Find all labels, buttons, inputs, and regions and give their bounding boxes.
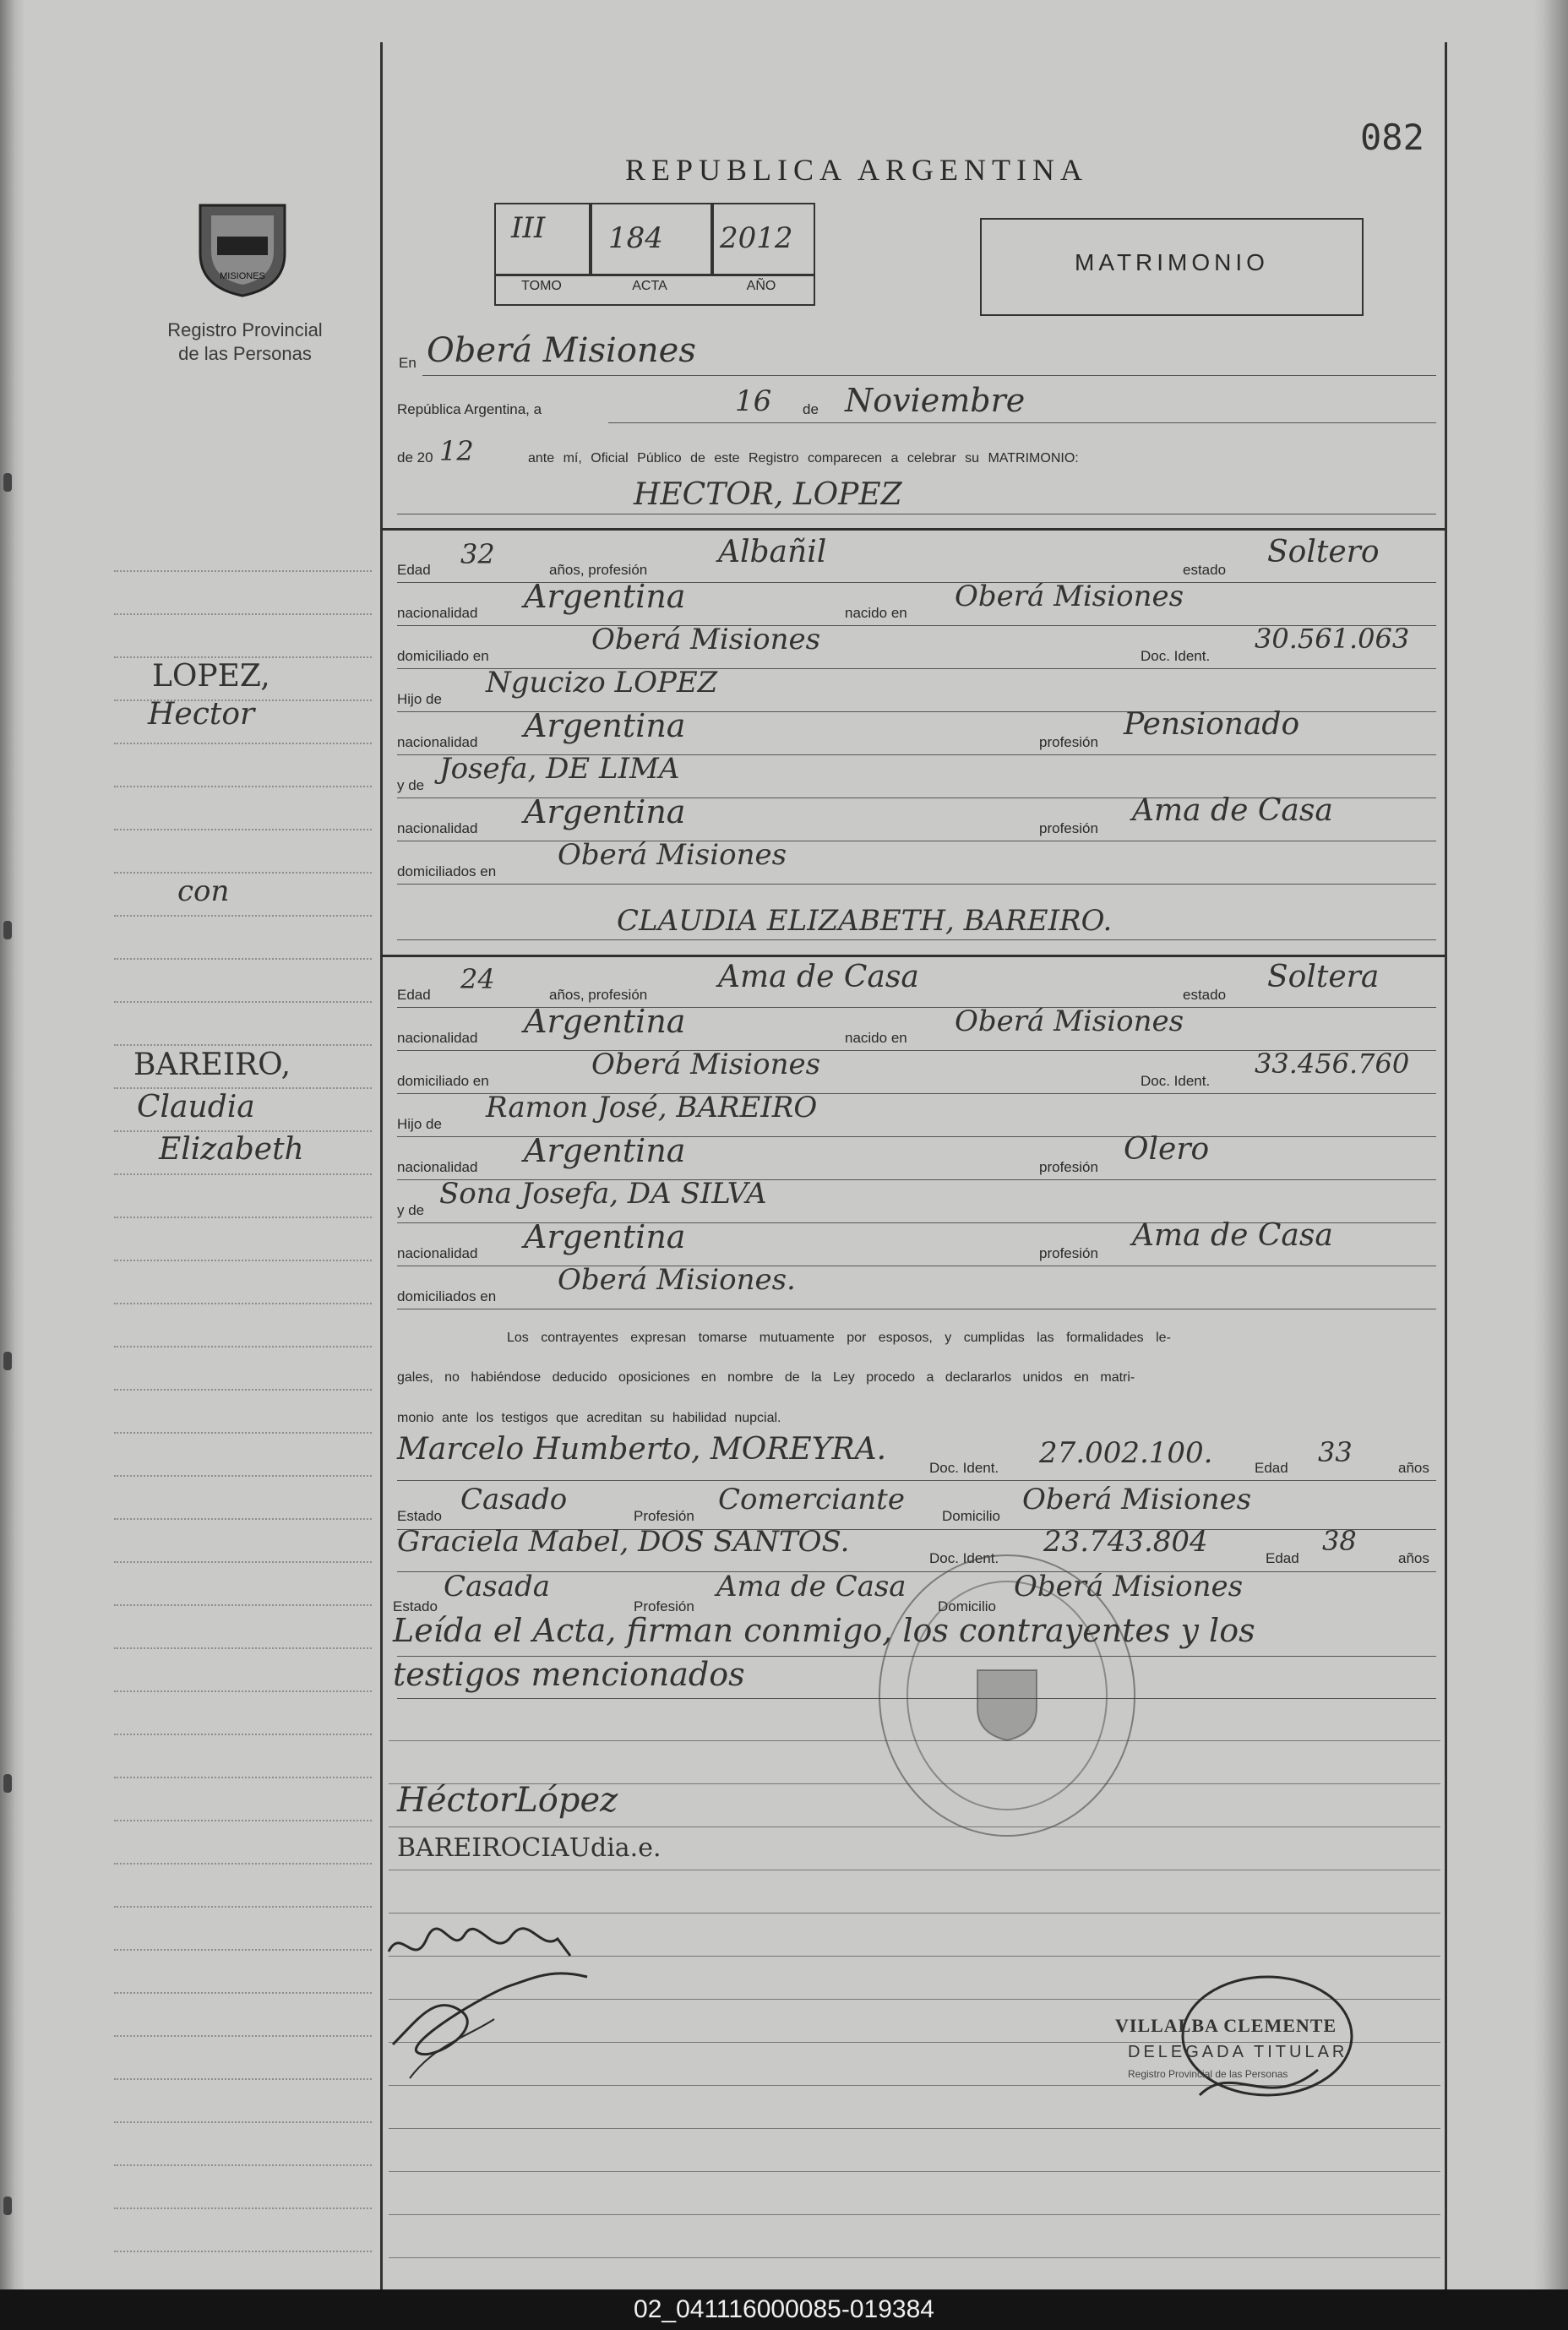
signature-scribbles bbox=[384, 1918, 612, 2087]
en-label: En bbox=[399, 355, 416, 371]
margin-dotted-line bbox=[114, 1604, 372, 1606]
groom-madre-nacionalidad-row-value-3: Ama de Casa bbox=[1132, 793, 1333, 828]
margin-dotted-line bbox=[114, 1389, 372, 1391]
bride-padre-nacionalidad-row-value-3: Olero bbox=[1124, 1132, 1210, 1167]
margin-dotted-line bbox=[114, 1518, 372, 1520]
margin-bride-middle: Elizabeth bbox=[159, 1132, 304, 1167]
witness2-doc: 23.743.804 bbox=[1043, 1525, 1208, 1559]
witness1-name: Marcelo Humberto, MOREYRA. bbox=[397, 1432, 887, 1467]
place: Oberá Misiones bbox=[427, 331, 696, 370]
binding-hole bbox=[3, 2197, 12, 2215]
bride-padre-row-value-1: Ramon José, BAREIRO bbox=[486, 1091, 818, 1124]
margin-dotted-line bbox=[114, 2121, 372, 2123]
bride-padre-nacionalidad-row-label-2: profesión bbox=[1039, 1159, 1098, 1175]
margin-dotted-line bbox=[114, 2208, 372, 2209]
witness1-profesion-label: Profesión bbox=[634, 1508, 694, 1524]
bride-domicilio-row-value-3: 33.456.760 bbox=[1255, 1048, 1410, 1080]
registry-logo bbox=[188, 190, 297, 300]
witness1-edad-label: Edad bbox=[1255, 1460, 1288, 1476]
witness1-edad: 33 bbox=[1318, 1436, 1353, 1468]
witness1-domicilio: Oberá Misiones bbox=[1022, 1483, 1252, 1516]
bride-madre-row-value-1: Sona Josefa, DA SILVA bbox=[439, 1177, 767, 1211]
bride-edad-row-value-5: Soltera bbox=[1267, 960, 1380, 994]
bride-section-top bbox=[380, 955, 1445, 957]
bride-madre-nacionalidad-row-value-1: Argentina bbox=[524, 1218, 686, 1255]
margin-bride-surname: BAREIRO, bbox=[133, 1048, 291, 1082]
ante-mi-text: ante mí, Oficial Público de este Registro comparecen a celebrar su MATRIMONIO: bbox=[528, 451, 1079, 465]
witness1-profesion: Comerciante bbox=[718, 1483, 905, 1516]
groom-edad-row-label-2: años, profesión bbox=[549, 562, 648, 578]
groom-padre-nacionalidad-row-label-0: nacionalidad bbox=[397, 734, 478, 750]
country-title: REPUBLICA ARGENTINA bbox=[625, 153, 1089, 187]
bride-edad-row-label-0: Edad bbox=[397, 987, 431, 1003]
margin-dotted-line bbox=[114, 1432, 372, 1434]
declaration-line2: gales, no habiéndose deducido oposiciones en nombre de la Ley procedo a declararlos unidos en matri- bbox=[397, 1370, 1135, 1385]
bride-padres-domicilio-row-value-1: Oberá Misiones. bbox=[558, 1263, 796, 1297]
registry-name-line1: Registro Provincial bbox=[167, 319, 323, 340]
witness1-doc: 27.002.100. bbox=[1039, 1436, 1213, 1470]
witness2-estado: Casada bbox=[444, 1570, 551, 1603]
shield-icon bbox=[188, 190, 297, 300]
bride-domicilio-row-label-2: Doc. Ident. bbox=[1141, 1073, 1211, 1089]
bride-domicilio-row-value-1: Oberá Misiones bbox=[591, 1048, 821, 1081]
bride-edad-row-label-2: años, profesión bbox=[549, 987, 648, 1003]
margin-dotted-line bbox=[114, 1734, 372, 1735]
groom-section-top bbox=[380, 528, 1445, 531]
margin-con: con bbox=[177, 874, 230, 908]
bride-domicilio-row-label-0: domiciliado en bbox=[397, 1073, 489, 1089]
date-line bbox=[608, 422, 1436, 423]
margin-dotted-line bbox=[114, 1949, 372, 1951]
margin-dotted-line bbox=[114, 570, 372, 572]
margin-dotted-line bbox=[114, 1690, 372, 1692]
witness2-domicilio-label: Domicilio bbox=[938, 1598, 996, 1614]
groom-domicilio-row-label-0: domiciliado en bbox=[397, 648, 489, 664]
tomo-label: TOMO bbox=[521, 279, 562, 293]
witness2-edad: 38 bbox=[1322, 1525, 1357, 1557]
blank-line bbox=[389, 2171, 1440, 2172]
groom-padre-nacionalidad-row-value-3: Pensionado bbox=[1124, 707, 1300, 742]
witness1-line bbox=[397, 1480, 1436, 1481]
witness2-name: Graciela Mabel, DOS SANTOS. bbox=[397, 1525, 850, 1559]
witness1-doc-label: Doc. Ident. bbox=[929, 1460, 999, 1476]
official-name: VILLALBA CLEMENTE bbox=[1115, 2015, 1337, 2036]
registry-name-line2: de las Personas bbox=[178, 343, 312, 364]
margin-dotted-line bbox=[114, 2251, 372, 2252]
groom-nacionalidad-row-label-0: nacionalidad bbox=[397, 605, 478, 621]
bride-madre-nacionalidad-row-label-0: nacionalidad bbox=[397, 1245, 478, 1261]
declaration-line3: monio ante los testigos que acreditan su habilidad nupcial. bbox=[397, 1411, 781, 1425]
witness2-anos-label: años bbox=[1398, 1550, 1429, 1566]
bride-nacionalidad-row-value-1: Argentina bbox=[524, 1003, 686, 1040]
margin-dotted-line bbox=[114, 656, 372, 658]
page-number: 082 bbox=[1360, 117, 1424, 158]
groom-padre-nacionalidad-row-label-2: profesión bbox=[1039, 734, 1098, 750]
witness1-estado-label: Estado bbox=[397, 1508, 442, 1524]
margin-dotted-line bbox=[114, 1346, 372, 1347]
groom-madre-row-value-1: Josefa, DE LIMA bbox=[439, 752, 680, 786]
place-line bbox=[422, 375, 1436, 376]
bride-nacionalidad-row-label-0: nacionalidad bbox=[397, 1030, 478, 1046]
caption-row bbox=[494, 272, 815, 306]
seal-icon bbox=[880, 1556, 1134, 1835]
margin-dotted-line bbox=[114, 1777, 372, 1778]
groom-padre-row-value-1: Ngucizo LOPEZ bbox=[486, 666, 718, 700]
binding-hole bbox=[3, 1774, 12, 1793]
groom-padre-row-label-0: Hijo de bbox=[397, 691, 442, 707]
acta-label: ACTA bbox=[632, 279, 667, 293]
margin-dotted-line bbox=[114, 958, 372, 960]
groom-nacionalidad-row-value-1: Argentina bbox=[524, 578, 686, 615]
groom-madre-nacionalidad-row-label-2: profesión bbox=[1039, 820, 1098, 836]
groom-edad-row-label-4: estado bbox=[1183, 562, 1227, 578]
binding-hole bbox=[3, 921, 12, 939]
groom-domicilio-row-value-1: Oberá Misiones bbox=[591, 623, 821, 656]
groom-name-header: HECTOR, LOPEZ bbox=[634, 477, 902, 512]
republica-label: República Argentina, a bbox=[397, 401, 542, 417]
binding-hole bbox=[3, 473, 12, 492]
margin-dotted-line bbox=[114, 743, 372, 744]
margin-dotted-line bbox=[114, 829, 372, 830]
witness2-domicilio: Oberá Misiones bbox=[1014, 1570, 1244, 1603]
registry-round-seal bbox=[879, 1554, 1135, 1837]
margin-dotted-line bbox=[114, 1260, 372, 1261]
closing-line1: Leída el Acta, firman conmigo, los contrayentes y los bbox=[393, 1612, 1255, 1649]
margin-dotted-line bbox=[114, 1647, 372, 1649]
bride-padre-row-label-0: Hijo de bbox=[397, 1116, 442, 1132]
year-suffix: 12 bbox=[439, 435, 474, 467]
margin-dotted-line bbox=[114, 1863, 372, 1865]
de-label: de bbox=[803, 401, 819, 417]
witness1-domicilio-label: Domicilio bbox=[942, 1508, 1000, 1524]
bride-padre-nacionalidad-row-value-1: Argentina bbox=[524, 1132, 686, 1169]
margin-dotted-line bbox=[114, 1001, 372, 1003]
de20-label: de 20 bbox=[397, 449, 433, 465]
margin-dotted-line bbox=[114, 2164, 372, 2166]
margin-dotted-line bbox=[114, 2078, 372, 2080]
witness2-profesion-label: Profesión bbox=[634, 1598, 694, 1614]
bride-edad-row-label-4: estado bbox=[1183, 987, 1227, 1003]
closing-line2: testigos mencionados bbox=[393, 1656, 745, 1693]
margin-dotted-line bbox=[114, 915, 372, 917]
groom-padres-domicilio-row-value-1: Oberá Misiones bbox=[558, 838, 787, 872]
witness2-profesion: Ama de Casa bbox=[716, 1570, 906, 1603]
document-id-footer: 02_041116000085-019384 bbox=[0, 2289, 1568, 2330]
groom-madre-row-label-0: y de bbox=[397, 777, 425, 793]
binding-hole bbox=[3, 1352, 12, 1370]
groom-madre-nacionalidad-row-label-0: nacionalidad bbox=[397, 820, 478, 836]
bride-madre-row-label-0: y de bbox=[397, 1202, 425, 1218]
right-border bbox=[1445, 42, 1447, 2289]
blank-line bbox=[389, 2214, 1440, 2215]
groom-edad-row-label-0: Edad bbox=[397, 562, 431, 578]
margin-dotted-line bbox=[114, 1173, 372, 1175]
margin-bride-name: Claudia bbox=[137, 1090, 255, 1124]
margin-dotted-line bbox=[114, 1044, 372, 1046]
official-subtitle: Registro Provincial de las Personas bbox=[1128, 2068, 1288, 2080]
margin-dotted-line bbox=[114, 1820, 372, 1821]
bride-padre-nacionalidad-row-label-0: nacionalidad bbox=[397, 1159, 478, 1175]
bride-name-header: CLAUDIA ELIZABETH, BAREIRO. bbox=[617, 904, 1113, 938]
record-type-label: MATRIMONIO bbox=[1075, 249, 1269, 275]
groom-domicilio-row-value-3: 30.561.063 bbox=[1255, 623, 1410, 655]
margin-dotted-line bbox=[114, 1303, 372, 1304]
groom-nacionalidad-row-value-3: Oberá Misiones bbox=[955, 580, 1184, 613]
bride-name-line bbox=[397, 939, 1436, 940]
groom-nacionalidad-row-label-2: nacido en bbox=[845, 605, 907, 621]
witness1-anos-label: años bbox=[1398, 1460, 1429, 1476]
tomo-value: III bbox=[511, 211, 546, 245]
margin-divider bbox=[380, 42, 383, 2289]
margin-dotted-line bbox=[114, 786, 372, 787]
bride-nacionalidad-row-value-3: Oberá Misiones bbox=[955, 1004, 1184, 1038]
groom-edad-row-value-3: Albañil bbox=[718, 535, 827, 569]
groom-padres-domicilio-row-line bbox=[397, 884, 1436, 885]
witness2-estado-label: Estado bbox=[393, 1598, 438, 1614]
margin-dotted-line bbox=[114, 872, 372, 874]
margin-dotted-line bbox=[114, 1561, 372, 1563]
acta-value: 184 bbox=[608, 221, 663, 255]
groom-edad-row-value-1: 32 bbox=[460, 538, 495, 570]
bride-madre-nacionalidad-row-label-2: profesión bbox=[1039, 1245, 1098, 1261]
margin-dotted-line bbox=[114, 2035, 372, 2037]
bride-edad-row-value-1: 24 bbox=[460, 963, 495, 995]
groom-domicilio-row-label-2: Doc. Ident. bbox=[1141, 648, 1211, 664]
logo-caption: MISIONES bbox=[220, 271, 265, 281]
official-title: DELEGADA TITULAR bbox=[1128, 2043, 1348, 2061]
groom-padre-nacionalidad-row-value-1: Argentina bbox=[524, 707, 686, 744]
margin-groom-name: Hector bbox=[148, 697, 255, 732]
day: 16 bbox=[735, 384, 772, 418]
margin-groom-surname: LOPEZ, bbox=[152, 659, 270, 694]
margin-dotted-line bbox=[114, 1475, 372, 1477]
bride-padres-domicilio-row-label-0: domiciliados en bbox=[397, 1288, 497, 1304]
blank-line bbox=[389, 2257, 1440, 2258]
witness2-doc-label: Doc. Ident. bbox=[929, 1550, 999, 1566]
groom-signature: HéctorLópez bbox=[397, 1781, 618, 1820]
witness2-edad-label: Edad bbox=[1266, 1550, 1299, 1566]
month: Noviembre bbox=[845, 382, 1026, 419]
witness1-estado: Casado bbox=[460, 1483, 568, 1516]
groom-edad-row-value-5: Soltero bbox=[1267, 535, 1380, 569]
bride-signature: BAREIROCIAUdia.e. bbox=[397, 1833, 662, 1863]
groom-madre-nacionalidad-row-value-1: Argentina bbox=[524, 793, 686, 830]
witness-signatures bbox=[384, 1918, 612, 2087]
groom-padres-domicilio-row-label-0: domiciliados en bbox=[397, 863, 497, 879]
margin-dotted-line bbox=[114, 1087, 372, 1089]
bride-nacionalidad-row-label-2: nacido en bbox=[845, 1030, 907, 1046]
margin-dotted-line bbox=[114, 1217, 372, 1218]
ano-label: AÑO bbox=[746, 279, 776, 293]
margin-dotted-line bbox=[114, 1992, 372, 1994]
bride-madre-nacionalidad-row-value-3: Ama de Casa bbox=[1132, 1218, 1333, 1253]
declaration-line1: Los contrayentes expresan tomarse mutuamente por esposos, y cumplidas las formalidades le- bbox=[507, 1331, 1171, 1345]
margin-dotted-line bbox=[114, 613, 372, 615]
blank-line bbox=[389, 1913, 1440, 1914]
ano-value: 2012 bbox=[720, 221, 793, 255]
margin-dotted-line bbox=[114, 1906, 372, 1908]
bride-edad-row-value-3: Ama de Casa bbox=[718, 960, 919, 994]
